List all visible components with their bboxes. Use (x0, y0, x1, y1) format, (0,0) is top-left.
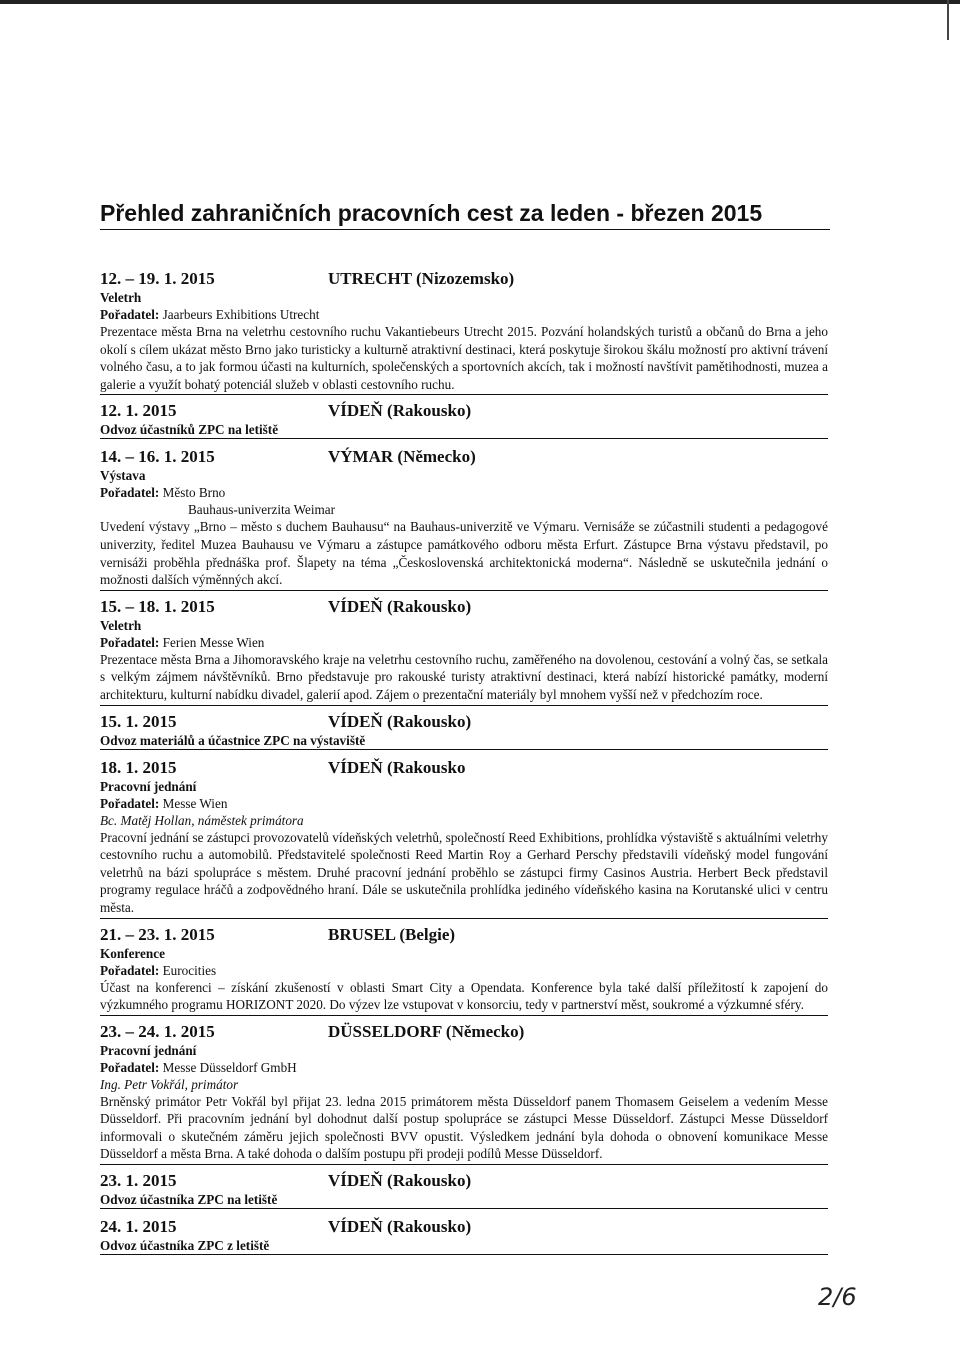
trip-entry-dusseldorf (100, 1022, 828, 1165)
trip-type: Konference (100, 945, 165, 961)
organizer-label: Pořadatel: (100, 634, 160, 650)
trip-type: Pracovní jednání (100, 778, 197, 794)
trip-entry-viden-6 (100, 1217, 828, 1255)
trip-entry-utrecht (100, 269, 828, 395)
page-title: Přehled zahraničních pracovních cest za leden - březen 2015 (100, 200, 830, 230)
trip-description: Brněnský primátor Petr Vokřál byl přijat 23. ledna 2015 primátorem města Düsseldorf panem Thomasem Geiselem a vedením Messe Düsseldorf. Při pracovním jednání byl dohodnut další postup spolupráce se zástupci Messe Düsseldorf. Zástupci Messe Düsseldorf informovali o skutečném záměru jejich společnosti BVV opustit. Výsledkem jednání byla dohoda o obnovení komunikace Messe Düsseldorf a města Brna. A také dohoda o dalším postupu při prodeji podílů Messe Düsseldorf. (100, 1093, 828, 1165)
trip-destination: VÍDEŇ (Rakousko) (328, 1217, 472, 1237)
trip-organizer (100, 1059, 828, 1076)
trip-description: Prezentace města Brna na veletrhu cestovního ruchu Vakantiebeurs Utrecht 2015. Pozvání holandských turistů a občanů do Brna a jeho okolí s cílem ukázat město Brno jako turisticky a kulturně atraktivní destinaci, která poskytuje širokou škálu možností pro aktivní trávení volného času, a to jak formou účasti na kulturních, společenských a sportovních akcích, tak i možností navštívit pamětihodnosti, muzea a galerie a využít bohatý potenciál služeb v oblasti cestovního ruchu. (100, 323, 828, 395)
trip-header (100, 447, 828, 467)
trip-organizer (100, 484, 828, 501)
trip-date: 15. – 18. 1. 2015 (100, 596, 215, 616)
trip-date: 12. – 19. 1. 2015 (100, 269, 215, 288)
trip-type: Pracovní jednání (100, 1042, 197, 1058)
trip-organizer-2: Bauhaus-univerzita Weimar (188, 502, 335, 518)
trip-header (100, 758, 828, 778)
trip-date: 14. – 16. 1. 2015 (100, 447, 215, 467)
scan-edge-top (0, 0, 960, 4)
trip-entry-viden-4 (100, 758, 828, 919)
trip-participant: Ing. Petr Vokřál, primátor (100, 1076, 239, 1092)
organizer-label: Pořadatel: (100, 485, 160, 501)
trip-header (100, 401, 828, 421)
trip-destination: VÝMAR (Německo) (328, 447, 476, 467)
trip-destination: VÍDEŇ (Rakousko) (328, 401, 472, 421)
trip-date: 23. – 24. 1. 2015 (100, 1021, 215, 1041)
organizer-label: Pořadatel: (100, 795, 160, 811)
trip-organizer (100, 795, 828, 812)
trip-destination: VÍDEŇ (Rakousko (328, 757, 466, 777)
organizer-label: Pořadatel: (100, 307, 160, 322)
trip-organizer (100, 962, 828, 979)
trip-type: Veletrh (100, 617, 142, 633)
trip-organizer (100, 306, 828, 323)
trip-header (100, 1171, 828, 1191)
trip-entry-viden-1 (100, 401, 828, 439)
organizer-value: Eurocities (162, 962, 217, 978)
trip-destination: BRUSEL (Belgie) (328, 924, 456, 944)
organizer-label: Pořadatel: (100, 1059, 160, 1075)
organizer-value: Ferien Messe Wien (162, 634, 265, 650)
trip-destination: VÍDEŇ (Rakousko) (328, 1171, 472, 1191)
trip-type: Veletrh (100, 290, 142, 305)
trip-description: Uvedení výstavy „Brno – město s duchem Bauhausu“ na Bauhaus-univerzitě ve Výmaru. Vernisáže se zúčastnili studenti a pedagogové univerzity, ředitel Muzea Bauhausu ve Výmaru a zástupce památkového odboru města Erfurt. Zástupce Brna výstavu představil, po vernisáži proběhla přednáška prof. Šlapety na téma „Československá architektonická moderna“. Následně se uskutečnila jednání o možnosti dalších výměnných akcí. (100, 518, 828, 590)
trip-date: 21. – 23. 1. 2015 (100, 924, 215, 944)
trip-type: Výstava (100, 468, 146, 484)
trip-entry-viden-5 (100, 1171, 828, 1209)
trip-description: Účast na konferenci – získání zkušeností v oblasti Smart City a Opendata. Konference byla také další příležitostí k zapojení do výzkumného programu HORIZONT 2020. Do výzev lze vstupovat v konsorciu, tedy v partnerství měst, soukromé a výzkumné sféry. (100, 979, 828, 1016)
trip-date: 23. 1. 2015 (100, 1171, 177, 1191)
trip-date: 12. 1. 2015 (100, 401, 177, 421)
page-number: 2/6 (818, 1283, 857, 1311)
trip-description: Prezentace města Brna a Jihomoravského kraje na veletrhu cestovního ruchu, zaměřeného na dovolenou, cestování a volný čas, se setkala s velkým zájmem návštěvníků. Brno představuje pro rakouské turisty atraktivní destinaci, která nabízí historické památky, moderní architekturu, kulturní nabídku divadel, galerií apod. Zájem o prezentační materiály byl mnohem vyšší než v předchozím roce. (100, 651, 828, 706)
trip-entry-viden-3 (100, 712, 828, 750)
trip-header (100, 269, 828, 289)
trip-date: 15. 1. 2015 (100, 711, 177, 731)
trip-date: 18. 1. 2015 (100, 757, 177, 777)
trip-destination: VÍDEŇ (Rakousko) (328, 711, 472, 731)
trip-header (100, 925, 828, 945)
organizer-value: Jaarbeurs Exhibitions Utrecht (162, 307, 320, 322)
trip-transfer: Odvoz účastníka ZPC z letiště (100, 1237, 828, 1255)
trip-participant: Bc. Matěj Hollan, náměstek primátora (100, 812, 304, 828)
trip-entry-brusel (100, 925, 828, 1016)
trip-header (100, 1022, 828, 1042)
trip-header (100, 597, 828, 617)
trip-destination: UTRECHT (Nizozemsko) (328, 269, 515, 288)
trip-transfer: Odvoz účastníků ZPC na letiště (100, 421, 828, 439)
trip-entry-viden-2 (100, 597, 828, 706)
trip-transfer: Odvoz materiálů a účastnice ZPC na výstaviště (100, 732, 828, 750)
trip-description: Pracovní jednání se zástupci provozovatelů vídeňských veletrhů, společností Reed Exhibitions, prohlídka výstaviště s aktuálními veletrhy cestovního ruchu a automobilů. Představitelé společnosti Reed Martin Roy a Gerhard Perschy představili vídeňský model fungování veletrhů na bázi spolupráce s městem. Druhé pracovní jednání proběhlo se zástupci firmy Casinos Austria. Herbert Beck představil programy regulace hráčů a zodpovědného hraní. Dále se uskutečnila prohlídka jediného vídeňského kasina na Korutanské ulici v centru města. (100, 829, 828, 919)
trip-date: 24. 1. 2015 (100, 1217, 177, 1237)
trip-destination: VÍDEŇ (Rakousko) (328, 596, 472, 616)
organizer-value: Messe Wien (162, 795, 228, 811)
trip-entry-vymar (100, 447, 828, 590)
trip-destination: DÜSSELDORF (Německo) (328, 1021, 525, 1041)
trip-organizer (100, 634, 828, 651)
scan-edge-right (947, 0, 949, 40)
trip-header (100, 1217, 828, 1237)
organizer-value: Město Brno (162, 485, 226, 501)
organizer-value: Messe Düsseldorf GmbH (162, 1059, 297, 1075)
trip-transfer: Odvoz účastníka ZPC na letiště (100, 1191, 828, 1209)
organizer-label: Pořadatel: (100, 962, 160, 978)
trip-list (100, 269, 828, 1263)
trip-header (100, 712, 828, 732)
